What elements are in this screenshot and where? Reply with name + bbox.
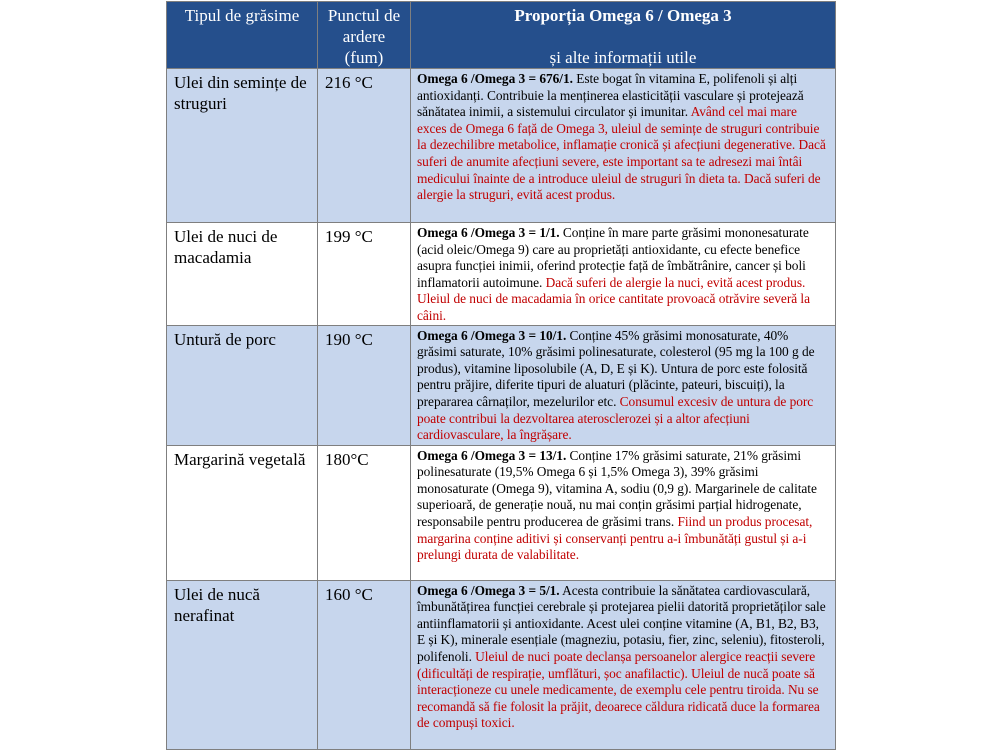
info-text: Acesta contribuie la sănătatea cardiovasculară, îmbunătățirea funcției cerebrale și protejarea pielii datorită proprietăților sale antiinflamatorii și antioxidante. Acest ulei conține vitamine (A, B1, B2, B3, E și K), minerale esențiale (magneziu, potasiu, fier, zinc, seleniu), fitosteroli, polifenoli.	[417, 582, 826, 664]
info-cell	[411, 580, 836, 749]
fat-comparison-table	[166, 1, 836, 750]
fat-name: Margarină vegetală	[167, 445, 318, 580]
table-row	[167, 580, 836, 749]
fat-name: Ulei de nucă nerafinat	[167, 580, 318, 749]
smoke-point-value: 180°C	[318, 445, 411, 580]
warning-text: Consumul excesiv de untura de porc poate contribui la dezvoltarea aterosclerozei și a altor afecțiuni cardiovasculare, la îngrășare.	[417, 393, 814, 443]
smoke-point-value: 160 °C	[318, 580, 411, 749]
header-smoke-point: Punctul de ardere (fum)	[318, 2, 411, 69]
table-body	[167, 69, 836, 750]
table-row	[167, 223, 836, 326]
smoke-point-value: 199 °C	[318, 223, 411, 326]
header-fat-type: Tipul de grăsime	[167, 2, 318, 69]
header-row	[167, 2, 836, 69]
info-text: Conține în mare parte grăsimi mononesaturate (acid oleic/Omega 9) care au proprietăți antioxidante, cu efecte benefice asupra funcției inimii, oferind protecție față de îmbătrânire, cancer și boli inflamatorii autoimune.	[417, 225, 809, 290]
table-row	[167, 325, 836, 445]
info-cell	[411, 445, 836, 580]
warning-text: Uleiul de nuci poate declanșa persoanelor alergice reacții severe (dificultăți de respirație, umflături, șoc anafilactic). Uleiul de nucă poate să interacționeze cu unele medicamente, de exemplu cele pentru tiroida. Nu se recomandă să fie folosit la prăjit, deoarece căldura ridicată duce la formarea de compuși toxici.	[417, 648, 820, 731]
warning-text: Dacă suferi de alergie la nuci, evită acest produs. Uleiul de nuci de macadamia în orice cantitate provoacă otrăvire severă la câini.	[417, 274, 810, 323]
table-header	[167, 2, 836, 69]
smoke-point-value: 216 °C	[318, 69, 411, 223]
fat-name: Untură de porc	[167, 325, 318, 445]
omega-ratio: Omega 6 /Omega 3 = 10/1.	[417, 327, 567, 343]
document-page	[166, 1, 835, 750]
smoke-point-value: 190 °C	[318, 325, 411, 445]
omega-ratio: Omega 6 /Omega 3 = 13/1.	[417, 447, 567, 463]
info-cell	[411, 223, 836, 326]
header-ratio	[411, 2, 836, 69]
info-cell	[411, 325, 836, 445]
omega-ratio: Omega 6 /Omega 3 = 676/1.	[417, 71, 573, 86]
header-ratio-subtitle: și alte informații utile	[549, 48, 697, 67]
info-text: Conține 17% grăsimi saturate, 21% grăsimi polinesaturate (19,5% Omega 6 și 1,5% Omega 3), 39% grăsimi monosaturate (Omega 9), vitamina A, sodiu (0,9 g). Margarinele de calitate superioară, de generație nouă, nu mai conțin grăsimi parțial hidrogenate, responsabile pentru producerea de grăsimi trans.	[417, 447, 817, 529]
warning-text: Având cel mai mare exces de Omega 6 față de Omega 3, uleiul de semințe de struguri contribuie la dezechilibre metabolice, inflamație cronică și afecțiuni degenerative. Dacă suferi de anumite afecțiuni severe, este important sa te adresezi mai întâi medicului înainte de a introduce uleiul de struguri în dieta ta. Dacă suferi de alergie la struguri, evită acest produs.	[417, 104, 826, 203]
header-ratio-title: Proporția Omega 6 / Omega 3	[514, 6, 732, 25]
info-cell	[411, 69, 836, 223]
fat-name: Ulei de nuci de macadamia	[167, 223, 318, 326]
table-row	[167, 445, 836, 580]
info-text: Este bogat în vitamina E, polifenoli și alți antioxidanți. Contribuie la menținerea elasticității vasculare și protejează sănătatea inimii, a sistemului circulator și imunitar.	[417, 71, 804, 120]
omega-ratio: Omega 6 /Omega 3 = 5/1.	[417, 582, 560, 598]
fat-name: Ulei din semințe de struguri	[167, 69, 318, 223]
info-text: Conține 45% grăsimi monosaturate, 40% grăsimi saturate, 10% grăsimi polinesaturate, colesterol (95 mg la 100 g de produs), vitamine liposolubile (A, D, E și K). Untura de porc este folosită pentru prăjire, diferite tipuri de aluaturi (plăcinte, pateuri, biscuiți), la prepararea cârnaților, mezelurilor etc.	[417, 327, 815, 409]
table-row	[167, 69, 836, 223]
omega-ratio: Omega 6 /Omega 3 = 1/1.	[417, 225, 560, 240]
warning-text: Fiind un produs procesat, margarina conține aditivi și conservanți pentru a-i îmbunătăți gustul și a-i prelungi durata de valabilitate.	[417, 513, 813, 563]
